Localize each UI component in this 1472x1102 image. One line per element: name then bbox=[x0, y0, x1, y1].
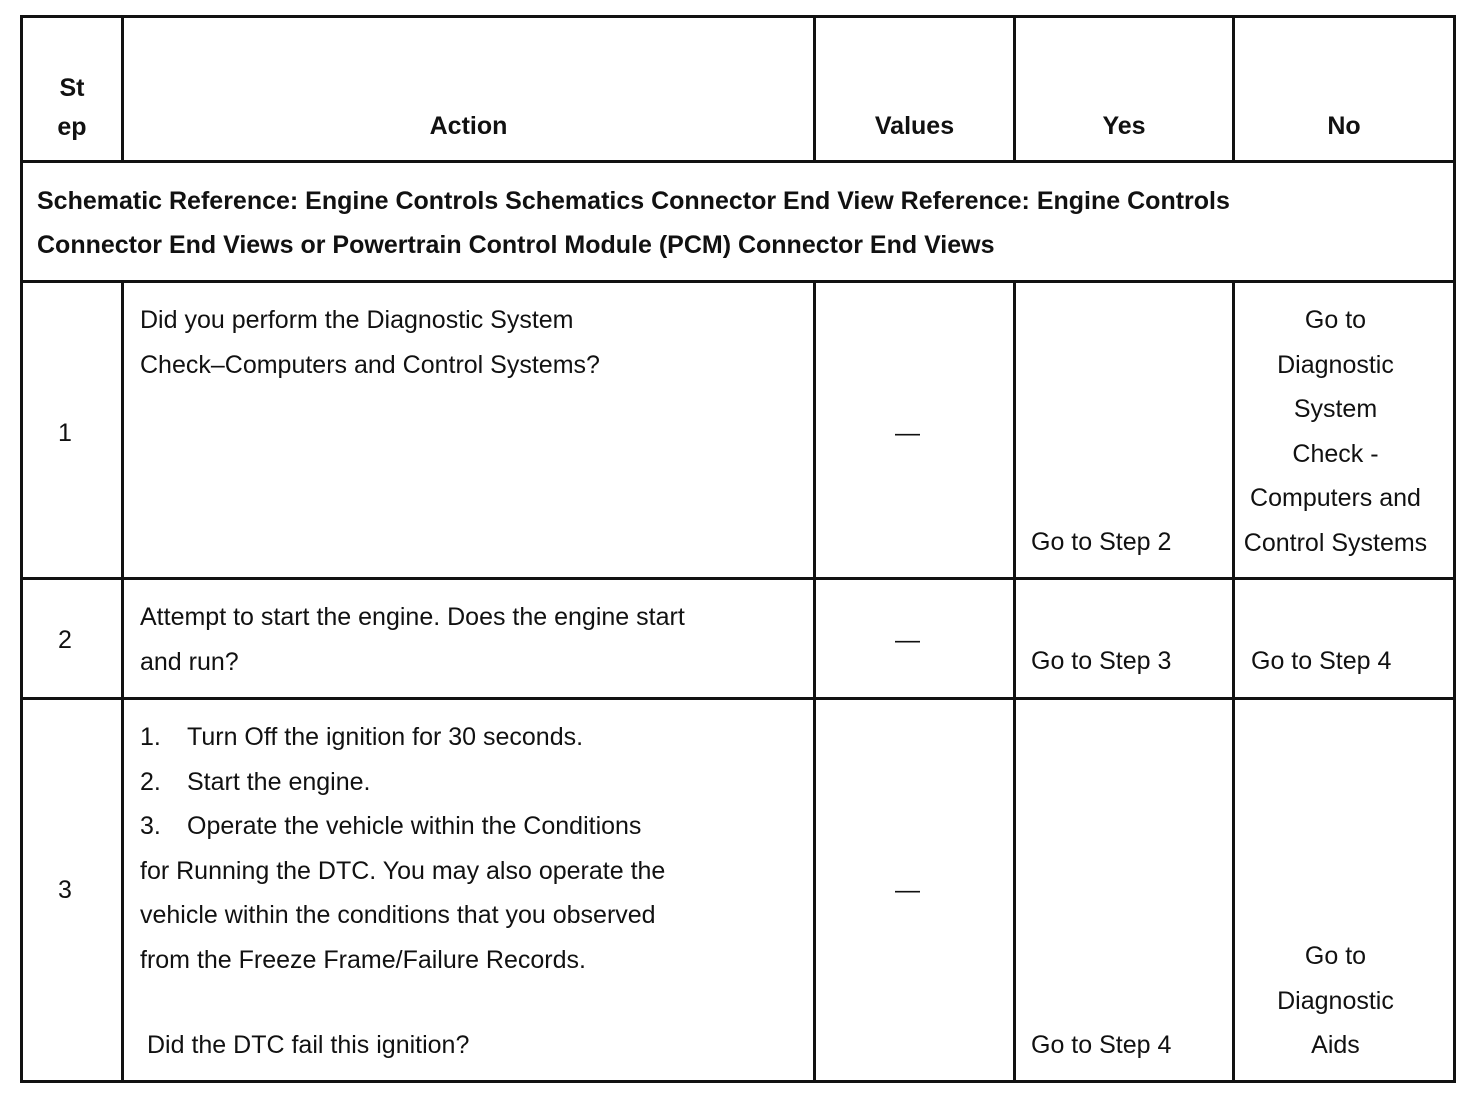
list-item: 3. Operate the vehicle within the Conditions bbox=[140, 812, 642, 840]
column-divider bbox=[813, 280, 816, 1083]
header-yes: Yes bbox=[1102, 112, 1146, 140]
row-2-values: — bbox=[895, 626, 920, 654]
table-border-bottom bbox=[20, 1080, 1456, 1083]
row-3-values: — bbox=[895, 876, 920, 904]
header-no: No bbox=[1327, 112, 1361, 140]
row-3-step: 3 bbox=[58, 876, 72, 904]
list-item: 1. Turn Off the ignition for 30 seconds. bbox=[140, 723, 584, 751]
row-1-no: Go to Diagnostic System Check - Computers and Control Systems bbox=[1243, 306, 1428, 557]
row-3-question: Did the DTC fail this ignition? bbox=[147, 1031, 470, 1059]
row-3-yes: Go to Step 4 bbox=[1031, 1031, 1172, 1059]
column-divider bbox=[1013, 280, 1016, 1083]
reference-divider bbox=[20, 280, 1456, 283]
row-2-action: Attempt to start the engine. Does the engine start and run? bbox=[140, 603, 685, 676]
row-1-values: — bbox=[895, 419, 920, 447]
row-3-no: Go to Diagnostic Aids bbox=[1277, 942, 1394, 1059]
diagnostic-table bbox=[20, 15, 1456, 1083]
table-border-right bbox=[1453, 15, 1456, 1083]
row-3-action: 1. Turn Off the ignition for 30 seconds. 2. Start the engine. 3. Operate the vehicle within the Conditions for Running the DTC. You may also operate the vehicle within the conditions that you observed from the Freeze Frame/Failure Records. bbox=[140, 715, 808, 982]
row-1-yes: Go to Step 2 bbox=[1031, 528, 1172, 556]
row-2-no: Go to Step 4 bbox=[1251, 647, 1392, 675]
column-divider bbox=[121, 280, 124, 1083]
row-divider bbox=[20, 697, 1456, 700]
list-item: 2. Start the engine. bbox=[140, 767, 371, 796]
header-step: St ep bbox=[57, 74, 87, 141]
header-action: Action bbox=[429, 112, 508, 140]
header-divider bbox=[20, 160, 1456, 163]
table-border-left bbox=[20, 15, 23, 1083]
header-values: Values bbox=[874, 112, 955, 140]
row-divider bbox=[20, 577, 1456, 580]
row-1-action: Did you perform the Diagnostic System Check–Computers and Control Systems? bbox=[140, 306, 600, 379]
row-2-step: 2 bbox=[58, 626, 72, 654]
row-1-step: 1 bbox=[58, 419, 72, 447]
schematic-reference: Schematic Reference: Engine Controls Schematics Connector End View Reference: Engine Controls Connector End Views or Powertrain Control Module (PCM) Connector End Views bbox=[37, 187, 1230, 259]
table-border-top bbox=[20, 15, 1456, 18]
row-2-yes: Go to Step 3 bbox=[1031, 647, 1172, 675]
